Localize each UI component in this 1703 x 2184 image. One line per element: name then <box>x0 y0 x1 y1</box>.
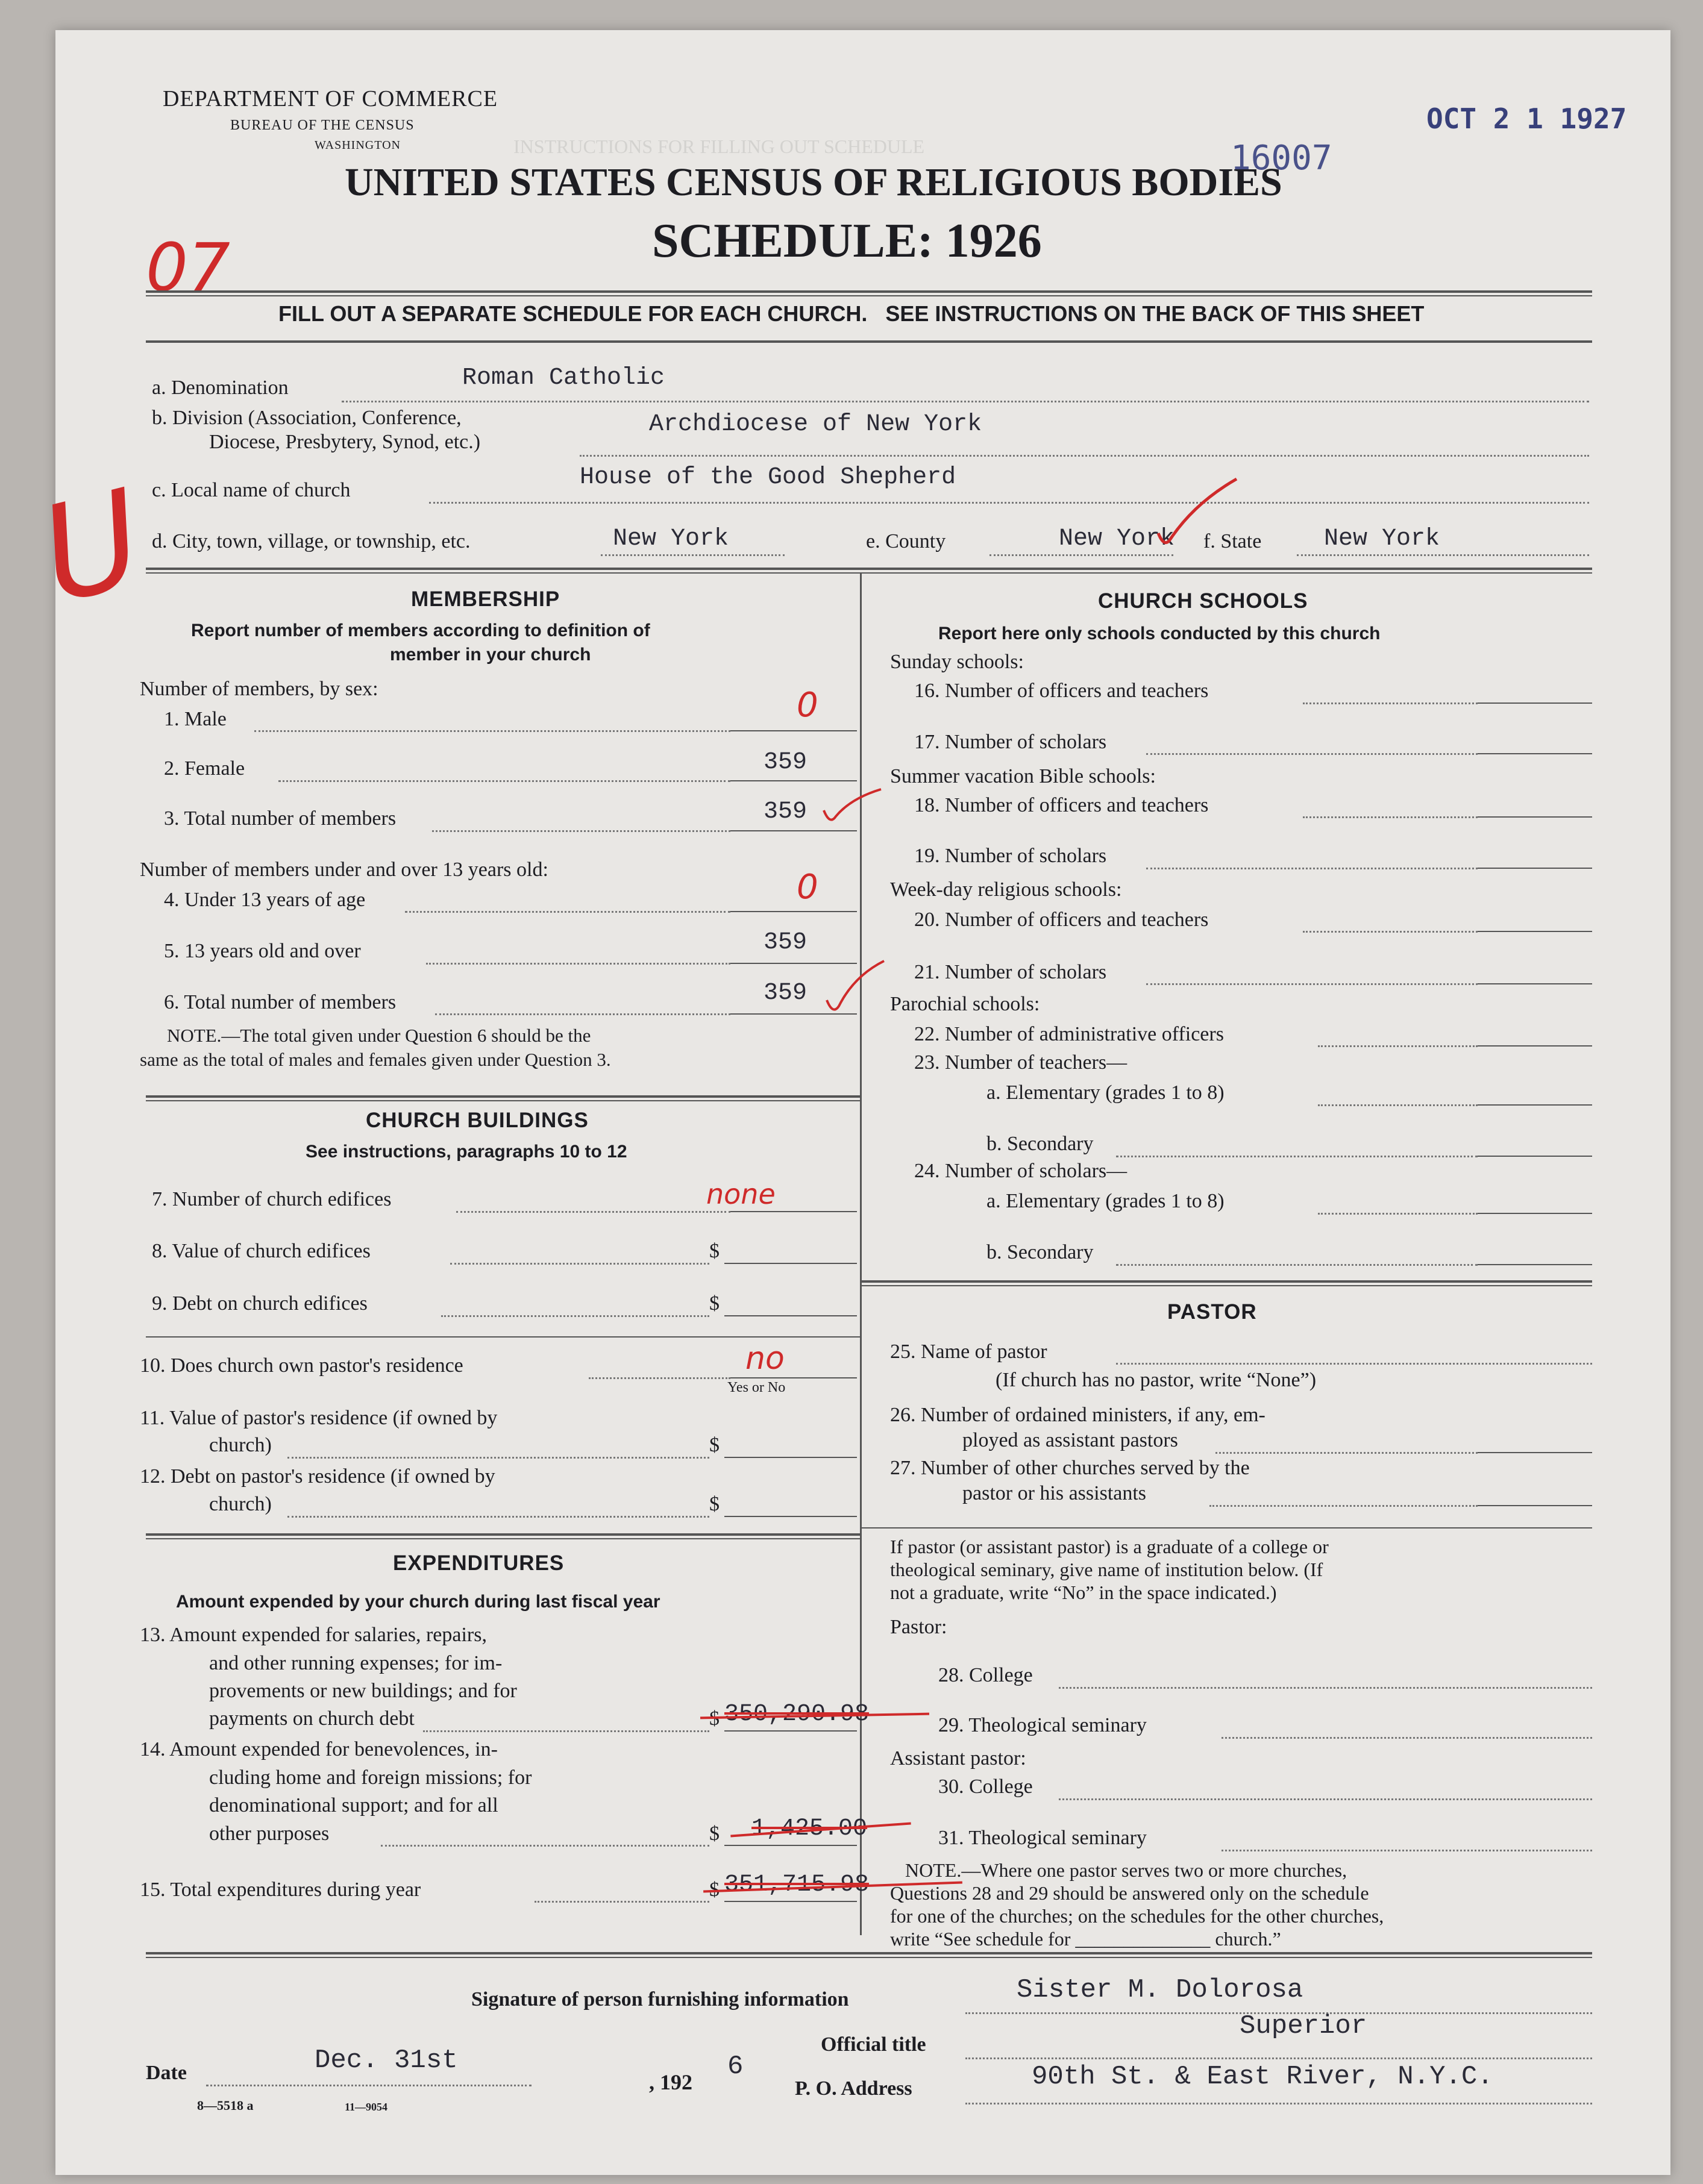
members-by-sex-label: Number of members, by sex: <box>140 678 378 700</box>
expenditures-instr: Amount expended by your church during last fiscal year <box>176 1592 660 1612</box>
membership-instr-2: member in your church <box>390 645 591 665</box>
schools-title: CHURCH SCHOOLS <box>1098 589 1308 613</box>
schools-rule <box>860 1280 1592 1283</box>
section-rule-top-2 <box>146 572 1592 574</box>
graduate-instr-3: not a graduate, write “No” in the space indicated.) <box>890 1582 1277 1603</box>
county-value[interactable]: New York <box>1059 525 1175 552</box>
q12-label: 12. Debt on pastor's residence (if owned by <box>140 1465 495 1488</box>
yes-or-no-hint: Yes or No <box>727 1380 786 1395</box>
census-schedule-sheet <box>26 30 1670 2175</box>
q16-answer-line <box>1478 702 1592 704</box>
q23a-line <box>1318 1104 1478 1106</box>
schools-rule-2 <box>860 1285 1592 1286</box>
pastor-note-2: Questions 28 and 29 should be answered only on the schedule <box>890 1882 1369 1904</box>
official-title-label: Official title <box>821 2033 926 2056</box>
q18-answer-line <box>1478 816 1592 818</box>
local-name-label: c. Local name of church <box>152 479 351 501</box>
q4-label: 4. Under 13 years of age <box>164 889 366 911</box>
city-header: WASHINGTON <box>315 139 401 152</box>
q24b-label: b. Secondary <box>986 1241 1094 1263</box>
q12-answer-line <box>724 1516 857 1517</box>
pastor-title: PASTOR <box>1167 1300 1257 1324</box>
city-value[interactable]: New York <box>613 525 729 552</box>
bureau-header: BUREAU OF THE CENSUS <box>230 117 415 133</box>
buildings-mid-rule <box>146 1336 860 1338</box>
instructions-banner: FILL OUT A SEPARATE SCHEDULE FOR EACH CHURCH. SEE INSTRUCTIONS ON THE BACK OF THIS SHEET <box>278 301 1425 326</box>
parochial-schools-label: Parochial schools: <box>890 993 1040 1015</box>
q24b-line <box>1116 1264 1478 1266</box>
q4-answer[interactable]: 0 <box>797 868 818 907</box>
q31-line <box>1222 1850 1592 1851</box>
q24a-answer-line <box>1478 1213 1592 1214</box>
q12-label-2: church) <box>209 1493 272 1515</box>
membership-rule-2 <box>146 1100 860 1101</box>
date-value[interactable]: Dec. 31st <box>315 2045 458 2076</box>
q13-answer[interactable]: 350,290.98 <box>724 1701 870 1728</box>
q12-dollar: $ <box>709 1493 720 1515</box>
q15-answer-line <box>724 1901 857 1902</box>
state-line <box>1297 554 1589 556</box>
city-line <box>601 554 785 556</box>
q12-line <box>287 1516 709 1518</box>
state-label: f. State <box>1203 530 1262 552</box>
city-label: d. City, town, village, or township, etc. <box>152 530 471 552</box>
q19-label: 19. Number of scholars <box>914 845 1107 867</box>
q3-answer-line <box>730 830 857 831</box>
asst-pastor-sub-label: Assistant pastor: <box>890 1747 1026 1769</box>
weekday-schools-label: Week-day religious schools: <box>890 878 1122 901</box>
q2-answer-line <box>730 780 857 781</box>
membership-title: MEMBERSHIP <box>411 587 560 611</box>
footer-rule <box>146 1952 1592 1954</box>
date-line <box>206 2085 532 2086</box>
q9-dollar: $ <box>709 1292 720 1315</box>
q16-line <box>1303 702 1478 704</box>
q6-check-mark <box>824 958 890 1018</box>
q14-line-3: denominational support; and for all <box>209 1794 498 1816</box>
q19-line <box>1146 868 1478 869</box>
q10-label: 10. Does church own pastor's residence <box>140 1354 463 1377</box>
q7-answer[interactable]: none <box>706 1178 776 1210</box>
q15-answer[interactable]: 351,715.98 <box>724 1871 870 1898</box>
age-header: Number of members under and over 13 years old: <box>140 859 548 881</box>
q29-line <box>1222 1737 1592 1739</box>
q23a-answer-line <box>1478 1104 1592 1106</box>
graduate-instr-2: theological seminary, give name of institution below. (If <box>890 1559 1323 1580</box>
q25-note: (If church has no pastor, write “None”) <box>996 1369 1317 1391</box>
banner-top-rule <box>146 290 1592 293</box>
q16-label: 16. Number of officers and teachers <box>914 680 1209 702</box>
pastor-note-1: NOTE.—Where one pastor serves two or more churches, <box>905 1859 1347 1881</box>
footer-rule-2 <box>146 1957 1592 1958</box>
q14-dollar: $ <box>709 1823 720 1845</box>
year-prefix: , 192 <box>649 2070 692 2094</box>
q3-label: 3. Total number of members <box>164 807 397 830</box>
state-value[interactable]: New York <box>1324 525 1440 552</box>
q25-line <box>1116 1363 1592 1365</box>
pastor-mid-rule <box>860 1527 1592 1528</box>
q11-dollar: $ <box>709 1434 720 1456</box>
q23-label: 23. Number of teachers— <box>914 1051 1127 1074</box>
q6-answer[interactable]: 359 <box>764 980 808 1007</box>
q1-answer[interactable]: 0 <box>797 686 818 725</box>
q26-line <box>1215 1452 1478 1454</box>
po-address-value[interactable]: 90th St. & East River, N.Y.C. <box>1032 2062 1493 2092</box>
q7-answer-line <box>730 1211 857 1212</box>
q7-line <box>456 1211 730 1213</box>
file-number-stamp: 16007 <box>1231 139 1332 178</box>
dept-header: DEPARTMENT OF COMMERCE <box>163 86 498 111</box>
q18-label: 18. Number of officers and teachers <box>914 794 1209 816</box>
q20-answer-line <box>1478 931 1592 932</box>
q20-label: 20. Number of officers and teachers <box>914 909 1209 931</box>
q9-answer-line <box>724 1315 857 1316</box>
q13-line-2: and other running expenses; for im- <box>209 1652 503 1674</box>
q15-dollar: $ <box>709 1879 720 1901</box>
membership-note-1: NOTE.—The total given under Question 6 should be the <box>167 1025 591 1046</box>
q13-line-3: provements or new buildings; and for <box>209 1680 517 1702</box>
q31-label: 31. Theological seminary <box>938 1827 1147 1849</box>
bleed-through-text: INSTRUCTIONS FOR FILLING OUT SCHEDULE <box>513 136 925 157</box>
q8-dollar: $ <box>709 1240 720 1262</box>
year-digit[interactable]: 6 <box>727 2051 744 2082</box>
q22-label: 22. Number of administrative officers <box>914 1023 1224 1045</box>
q13-line-1: 13. Amount expended for salaries, repairs, <box>140 1624 487 1646</box>
q23b-answer-line <box>1478 1156 1592 1157</box>
page-subtitle: SCHEDULE: 1926 <box>652 214 1042 268</box>
q18-line <box>1303 816 1478 818</box>
q3-answer[interactable]: 359 <box>764 798 808 825</box>
schools-instr: Report here only schools conducted by this church <box>938 624 1381 643</box>
q11-label-2: church) <box>209 1434 272 1456</box>
q14-answer[interactable]: 1,425.00 <box>751 1815 868 1842</box>
q13-line <box>423 1730 709 1732</box>
po-address-label: P. O. Address <box>795 2077 912 2100</box>
q19-answer-line <box>1478 868 1592 869</box>
q3-check-mark <box>821 786 887 828</box>
local-name-value[interactable]: House of the Good Shepherd <box>580 464 956 491</box>
q28-line <box>1059 1687 1592 1689</box>
county-label: e. County <box>866 530 946 552</box>
pastor-note-4: write “See schedule for ______________ church.” <box>890 1928 1281 1950</box>
q2-label: 2. Female <box>164 757 245 780</box>
q2-line <box>278 780 730 782</box>
q17-answer-line <box>1478 753 1592 754</box>
q30-line <box>1059 1798 1592 1800</box>
q14-line-4: other purposes <box>209 1823 330 1845</box>
q24-label: 24. Number of scholars— <box>914 1160 1127 1182</box>
q21-label: 21. Number of scholars <box>914 961 1107 983</box>
q26-label: 26. Number of ordained ministers, if any, em- <box>890 1404 1265 1426</box>
q6-label: 6. Total number of members <box>164 991 397 1013</box>
q8-answer-line <box>724 1263 857 1264</box>
local-name-line <box>429 502 1589 504</box>
q25-label: 25. Name of pastor <box>890 1341 1047 1363</box>
membership-instr-1: Report number of members according to definition of <box>191 621 650 640</box>
q22-answer-line <box>1478 1045 1592 1047</box>
division-label-2: Diocese, Presbytery, Synod, etc.) <box>209 431 481 453</box>
q17-line <box>1146 753 1478 755</box>
official-title-value[interactable]: Superior <box>1240 2011 1367 2041</box>
buildings-title: CHURCH BUILDINGS <box>366 1109 589 1132</box>
red-side-mark: U <box>26 460 158 634</box>
q23b-label: b. Secondary <box>986 1133 1094 1155</box>
q9-label: 9. Debt on church edifices <box>152 1292 368 1315</box>
page-title: UNITED STATES CENSUS OF RELIGIOUS BODIES <box>345 160 1282 204</box>
membership-rule <box>146 1095 860 1098</box>
red-handwritten-07: 07 <box>146 229 230 306</box>
q1-label: 1. Male <box>164 708 227 730</box>
expenditures-title: EXPENDITURES <box>393 1551 565 1575</box>
q13-line-4: payments on church debt <box>209 1707 415 1730</box>
denomination-value[interactable]: Roman Catholic <box>462 365 665 392</box>
banner-bottom-rule <box>146 340 1592 343</box>
q11-line <box>287 1457 709 1459</box>
q3-line <box>432 830 730 832</box>
buildings-rule-2 <box>146 1538 860 1539</box>
division-value[interactable]: Archdiocese of New York <box>649 411 982 438</box>
q2-answer[interactable]: 359 <box>764 749 808 776</box>
po-address-line <box>965 2103 1592 2104</box>
q22-line <box>1318 1045 1478 1047</box>
buildings-instr: See instructions, paragraphs 10 to 12 <box>306 1142 627 1162</box>
q11-label: 11. Value of pastor's residence (if owned by <box>140 1407 498 1429</box>
q21-line <box>1146 983 1478 985</box>
q29-label: 29. Theological seminary <box>938 1714 1147 1736</box>
q1-line <box>254 730 730 732</box>
q13-answer-line <box>724 1730 857 1732</box>
summer-schools-label: Summer vacation Bible schools: <box>890 765 1156 787</box>
column-divider <box>860 574 862 1935</box>
division-line <box>580 455 1589 457</box>
q10-line <box>589 1377 730 1379</box>
q30-label: 30. College <box>938 1776 1033 1798</box>
buildings-rule <box>146 1533 860 1536</box>
q23b-line <box>1116 1156 1478 1157</box>
q15-label: 15. Total expenditures during year <box>140 1879 421 1901</box>
denomination-line <box>342 401 1589 402</box>
q20-line <box>1303 931 1478 933</box>
graduate-instr-1: If pastor (or assistant pastor) is a graduate of a college or <box>890 1536 1329 1557</box>
q15-line <box>535 1901 709 1903</box>
q26-label-2: ployed as assistant pastors <box>962 1429 1178 1451</box>
q5-label: 5. 13 years old and over <box>164 940 361 962</box>
date-label: Date <box>146 2062 187 2084</box>
membership-note-2: same as the total of males and females given under Question 3. <box>140 1049 611 1070</box>
signature-value[interactable]: Sister M. Dolorosa <box>1017 1975 1303 2005</box>
q6-line <box>435 1013 730 1015</box>
q14-line-1: 14. Amount expended for benevolences, in- <box>140 1738 498 1760</box>
q14-line-2: cluding home and foreign missions; for <box>209 1766 532 1789</box>
q27-line <box>1209 1505 1478 1507</box>
pastor-note-3: for one of the churches; on the schedules for the other churches, <box>890 1905 1384 1927</box>
q13-dollar: $ <box>709 1707 720 1730</box>
q4-line <box>405 911 730 913</box>
q27-label-2: pastor or his assistants <box>962 1482 1147 1504</box>
q1-answer-line <box>730 730 857 731</box>
denomination-label: a. Denomination <box>152 377 289 399</box>
q5-answer[interactable]: 359 <box>764 929 808 956</box>
county-line <box>989 554 1173 556</box>
q7-label: 7. Number of church edifices <box>152 1188 392 1210</box>
q8-label: 8. Value of church edifices <box>152 1240 371 1262</box>
q10-answer-line <box>730 1377 857 1378</box>
section-rule-top <box>146 568 1592 570</box>
banner-top-rule-2 <box>146 295 1592 296</box>
q11-answer-line <box>724 1457 857 1458</box>
q27-label: 27. Number of other churches served by the <box>890 1457 1250 1479</box>
q14-answer-line <box>724 1845 857 1846</box>
q4-answer-line <box>730 911 857 912</box>
q14-line <box>381 1845 709 1847</box>
q17-label: 17. Number of scholars <box>914 731 1107 753</box>
pastor-sub-label: Pastor: <box>890 1616 947 1638</box>
form-number-2: 11—9054 <box>345 2101 388 2113</box>
q21-answer-line <box>1478 983 1592 984</box>
sunday-schools-label: Sunday schools: <box>890 651 1024 673</box>
q23a-label: a. Elementary (grades 1 to 8) <box>986 1081 1225 1104</box>
q26-answer-line <box>1478 1452 1592 1453</box>
official-title-line <box>965 2057 1592 2059</box>
q24b-answer-line <box>1478 1264 1592 1265</box>
q24a-label: a. Elementary (grades 1 to 8) <box>986 1190 1225 1212</box>
q10-answer[interactable]: no <box>745 1341 785 1377</box>
q8-line <box>450 1263 709 1265</box>
q9-line <box>441 1315 709 1317</box>
q5-line <box>426 963 730 965</box>
division-label: b. Division (Association, Conference, <box>152 407 462 429</box>
q27-answer-line <box>1478 1505 1592 1506</box>
form-number-1: 8—5518 a <box>197 2098 254 2113</box>
q28-label: 28. College <box>938 1664 1033 1686</box>
signature-label: Signature of person furnishing information <box>471 1988 849 2010</box>
county-check-mark <box>1152 473 1243 557</box>
q24a-line <box>1318 1213 1478 1215</box>
received-date-stamp: OCT 2 1 1927 <box>1426 102 1627 135</box>
